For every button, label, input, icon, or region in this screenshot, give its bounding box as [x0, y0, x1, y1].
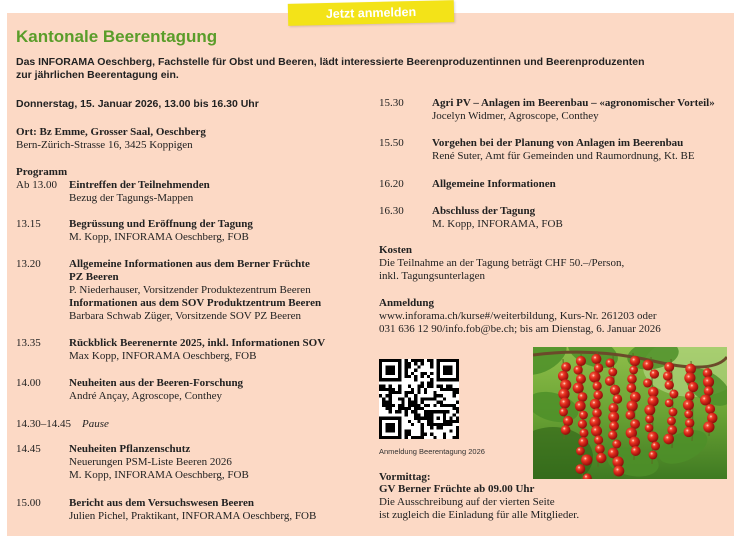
program-title: Agri PV – Anlagen im Beerenbau – «agronomischer Vorteil» — [432, 97, 715, 109]
program-title: Allgemeine Informationen — [432, 178, 556, 190]
program-content — [69, 179, 210, 205]
event-date: Donnerstag, 15. Januar 2026, 13.00 bis 16.30 Uhr — [16, 98, 259, 110]
program-title: Bericht aus dem Versuchswesen Beeren — [69, 497, 254, 509]
program-speaker: Julien Pichel, Praktikant, INFORAMA Oeschberg, FOB — [69, 510, 317, 522]
program-title: Eintreffen der Teilnehmenden — [69, 179, 210, 191]
pause-time: 14.30–14.45 — [16, 418, 71, 430]
program-title: PZ Beeren — [69, 271, 119, 283]
program-time: 13.20 — [16, 258, 41, 270]
qr-caption: Anmeldung Beerentagung 2026 — [379, 447, 485, 456]
program-content — [432, 205, 563, 231]
program-title: Begrüssung und Eröffnung der Tagung — [69, 218, 253, 230]
registration-contact[interactable]: 031 636 12 90/info.fob@be.ch; bis am Dienstag, 6. Januar 2026 — [379, 323, 661, 335]
program-content — [432, 178, 556, 191]
program-speaker: M. Kopp, INFORAMA Oeschberg, FOB — [69, 231, 249, 243]
registration-heading: Anmeldung — [379, 297, 435, 309]
program-time: Ab 13.00 — [16, 179, 57, 191]
qr-code-icon[interactable] — [379, 359, 459, 439]
intro-line: Das INFORAMA Oeschberg, Fachstelle für Obst und Beeren, lädt interessierte Beerenproduzentinnen und Beerenproduzenten — [16, 56, 645, 68]
program-time: 15.00 — [16, 497, 41, 509]
program-content — [69, 497, 316, 523]
program-speaker: Max Kopp, INFORAMA Oeschberg, FOB — [69, 350, 257, 362]
program-time: 13.15 — [16, 218, 41, 230]
program-speaker: René Suter, Amt für Gemeinden und Raumordnung, Kt. BE — [432, 150, 695, 162]
program-title: Vorgehen bei der Planung von Anlagen im Beerenbau — [432, 137, 684, 149]
red-currants-photo — [533, 347, 727, 479]
program-title: Informationen aus dem SOV Produktzentrum Beeren — [69, 297, 322, 309]
intro-line: zur jährlichen Beerentagung ein. — [16, 68, 179, 81]
location-name: Ort: Bz Emme, Grosser Saal, Oeschberg — [16, 126, 206, 138]
program-content — [432, 137, 695, 163]
registration-link[interactable]: www.inforama.ch/kurse#/weiterbildung, Kurs-Nr. 261203 oder — [379, 310, 657, 322]
program-title: Rückblick Beerenernte 2025, inkl. Informationen SOV — [69, 337, 326, 349]
program-speaker: Neuerungen PSM-Liste Beeren 2026 — [69, 456, 232, 468]
program-speaker: Jocelyn Widmer, Agroscope, Conthey — [432, 110, 599, 122]
morning-heading: Vormittag: — [379, 471, 431, 483]
morning-line: ist zugleich die Einladung für alle Mitglieder. — [379, 509, 580, 521]
program-content — [69, 218, 253, 244]
costs-heading: Kosten — [379, 244, 412, 256]
register-now-tag[interactable]: Jetzt anmelden — [288, 0, 454, 26]
location-address: Bern-Zürich-Strasse 16, 3425 Koppigen — [16, 139, 193, 151]
program-time: 13.35 — [16, 337, 41, 349]
morning-subheading: GV Berner Früchte ab 09.00 Uhr — [379, 483, 535, 495]
program-speaker: M. Kopp, INFORAMA, FOB — [432, 218, 563, 230]
pause-label: Pause — [82, 418, 109, 430]
program-content — [432, 97, 715, 123]
morning-line: Die Ausschreibung auf der vierten Seite — [379, 496, 555, 508]
program-content — [69, 258, 321, 323]
program-speaker: M. Kopp, INFORAMA Oeschberg, FOB — [69, 469, 249, 481]
program-title: Allgemeine Informationen aus dem Berner Früchte — [69, 258, 310, 270]
program-speaker: Bezug der Tagungs-Mappen — [69, 192, 194, 204]
program-time: 14.00 — [16, 377, 41, 389]
program-content — [69, 377, 243, 403]
costs-line: Die Teilnahme an der Tagung beträgt CHF 50.–/Person, — [379, 257, 625, 269]
program-time: 15.30 — [379, 97, 404, 109]
program-speaker: Barbara Schwab Züger, Vorsitzende SOV PZ Beeren — [69, 310, 302, 322]
program-time: 14.45 — [16, 443, 41, 455]
program-title: Neuheiten Pflanzenschutz — [69, 443, 191, 455]
program-time: 15.50 — [379, 137, 404, 149]
page-title: Kantonale Beerentagung — [16, 27, 218, 46]
program-title: Neuheiten aus der Beeren-Forschung — [69, 377, 244, 389]
program-time: 16.20 — [379, 178, 404, 190]
program-time: 16.30 — [379, 205, 404, 217]
program-content — [69, 337, 325, 363]
program-speaker: André Ançay, Agroscope, Conthey — [69, 390, 222, 402]
costs-line: inkl. Tagungsunterlagen — [379, 270, 485, 282]
program-speaker: P. Niederhauser, Vorsitzender Produktezentrum Beeren — [69, 284, 311, 296]
program-content — [69, 443, 249, 482]
intro-text — [16, 56, 696, 81]
program-heading: Programm — [16, 166, 68, 178]
program-title: Abschluss der Tagung — [432, 205, 536, 217]
